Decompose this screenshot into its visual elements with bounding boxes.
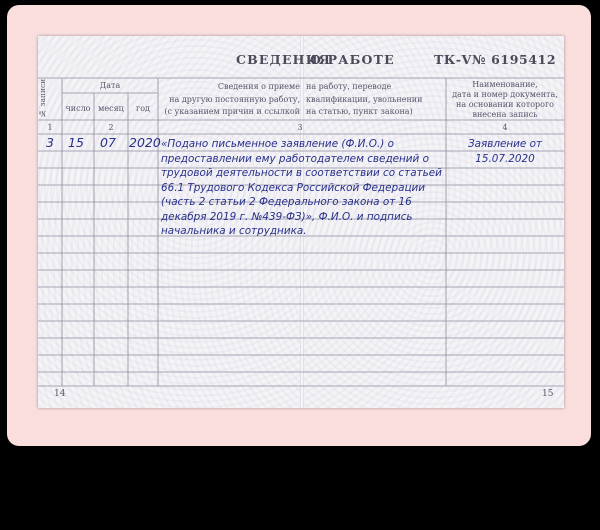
doc-header-1: Наименование,: [472, 80, 538, 89]
book-number: № 6195412: [472, 52, 557, 67]
page-number-right: 15: [542, 389, 554, 399]
entry-document-line1: Заявление от: [467, 138, 543, 150]
entry-text-line: трудовой деятельности в соответствии со статьей: [161, 167, 442, 179]
info-header-3: (с указанием причин и ссылкой: [164, 107, 300, 116]
doc-header-4: внесена запись: [472, 110, 538, 119]
entry-month: 07: [100, 135, 116, 150]
info-header-6: на статью, пункт закона): [306, 107, 413, 116]
date-header: Дата: [99, 81, 121, 90]
entry-text-line: (часть 2 статьи 2 Федерального закона от 16: [161, 196, 412, 208]
col-number-4: 4: [502, 123, 508, 132]
entry-record-number: 3: [46, 135, 54, 150]
day-header: число: [65, 104, 91, 113]
entry-text: [161, 137, 446, 239]
month-header: месяц: [98, 104, 124, 113]
entry-text-line: предоставлении ему работодателем сведений о: [161, 152, 429, 165]
page-number-left: 14: [54, 389, 66, 399]
header-title-left: СВЕДЕНИЯ: [236, 52, 331, 67]
doc-header-2: дата и номер документа,: [452, 90, 558, 99]
info-header-5: квалификации, увольнении: [306, 95, 423, 104]
entry-text-line: начальника и сотрудника.: [161, 225, 307, 237]
entry-text-line: декабря 2019 г. №439-ФЗ)», Ф.И.О. и подпись: [161, 210, 413, 223]
header-title-right: О РАБОТЕ: [310, 52, 395, 67]
col-number-3: 3: [297, 123, 303, 132]
year-header: год: [136, 104, 150, 113]
entry-document-line2: 15.07.2020: [475, 152, 535, 165]
col-number-1: 1: [47, 123, 53, 132]
record-number-header: № записи: [38, 78, 47, 118]
info-header-2: на другую постоянную работу,: [169, 95, 300, 104]
series-label: ТК-V: [434, 52, 472, 67]
entry-day: 15: [68, 135, 84, 150]
info-header-4: на работу, переводе: [306, 82, 392, 91]
doc-header-3: на основании которого: [456, 100, 554, 109]
entry-document: [446, 137, 564, 166]
col-number-2: 2: [108, 123, 114, 132]
entry-year: 2020: [129, 135, 161, 150]
info-header-1: Сведения о приеме: [217, 82, 300, 91]
entry-text-line: «Подано письменное заявление (Ф.И.О.) о: [161, 138, 394, 150]
entry-text-line: 66.1 Трудового Кодекса Российской Федерации: [161, 181, 426, 194]
